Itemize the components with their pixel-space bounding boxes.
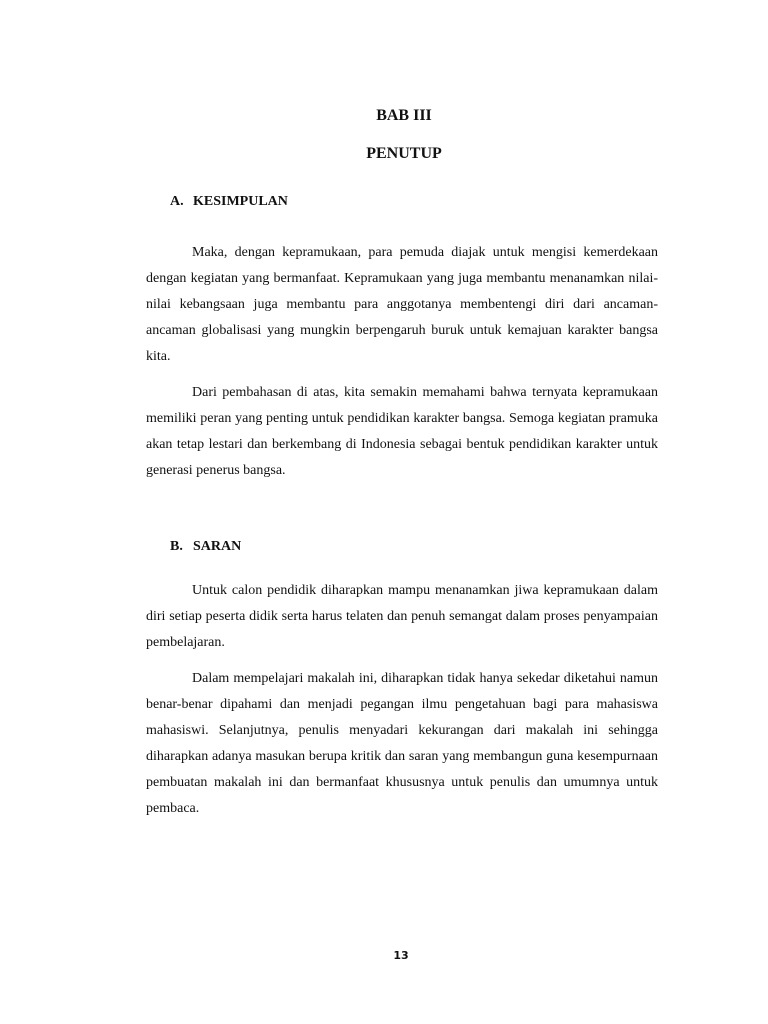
chapter-title: PENUTUP [366, 145, 442, 162]
section-letter: A. [170, 194, 184, 209]
page-number: 13 [393, 949, 409, 962]
section-heading-saran [170, 538, 241, 556]
section-letter: B. [170, 539, 183, 554]
paragraph: Dari pembahasan di atas, kita semakin memahami bahwa ternyata kepramukaan memiliki peran yang penting untuk pendidikan karakter bangsa. Semoga kegiatan pramuka akan tetap lestari dan berkembang di Indonesia sebagai bentuk pendidikan karakter untuk generasi penerus bangsa. [146, 385, 658, 478]
paragraph: Untuk calon pendidik diharapkan mampu menanamkan jiwa kepramukaan dalam diri setiap peserta didik serta harus telaten dan penuh semangat dalam proses penyampaian pembelajaran. [146, 583, 658, 650]
section-title: KESIMPULAN [193, 194, 288, 209]
paragraph: Maka, dengan kepramukaan, para pemuda diajak untuk mengisi kemerdekaan dengan kegiatan yang bermanfaat. Kepramukaan yang juga membantu menanamkan nilai-nilai kebangsaan juga membantu para anggotanya membentengi diri dari ancaman-ancaman globalisasi yang mungkin berpengaruh buruk untuk kemajuan karakter bangsa kita. [146, 245, 658, 364]
section-title: SARAN [193, 539, 242, 554]
section-heading-kesimpulan [170, 193, 288, 211]
chapter-number: BAB III [376, 107, 432, 124]
paragraph: Dalam mempelajari makalah ini, diharapkan tidak hanya sekedar diketahui namun benar-benar dipahami dan menjadi pegangan ilmu pengetahuan bagi para mahasiswa mahasiswi. Selanjutnya, penulis menyadari kekurangan dari makalah ini sehingga diharapkan adanya masukan berupa kritik dan saran yang membangun guna kesempurnaan pembuatan makalah ini dan bermanfaat khususnya untuk penulis dan umumnya untuk pembaca. [146, 671, 658, 816]
